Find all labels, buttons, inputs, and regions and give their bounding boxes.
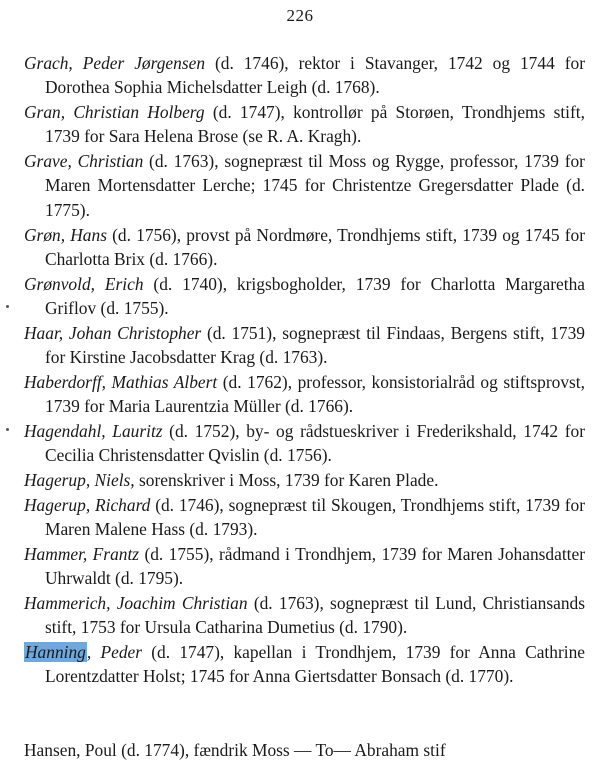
entry-hagerup-richard: [24, 493, 585, 542]
entry-surname: Haar,: [24, 322, 64, 343]
entry-text: (d. 1746), sognepræst til Skougen, Trondhjems stift, 1739 for Maren Malene Hass (d. 1793).: [45, 494, 585, 540]
entry-surname: Gran,: [24, 102, 66, 123]
entry-given-name: Mathias Albert: [111, 371, 218, 392]
entry-gron: [24, 223, 585, 272]
entry-given-name: Frantz: [92, 543, 140, 564]
page-number: 226: [286, 6, 314, 25]
entry-text: (d. 1763), sognepræst til Moss og Rygge, professor, 1739 for Maren Mortensdatter Lerche; 1745 for Christentze Gregersdatter Plade (d. 1775).: [45, 151, 585, 220]
entry-given-name: Richard: [95, 494, 151, 515]
entry-hammer: [24, 542, 585, 591]
entry-text: (d. 1756), provst på Nordmøre, Trondhjems stift, 1739 og 1745 for Charlotta Brix (d. 1766).: [45, 224, 585, 269]
margin-mark: [6, 305, 9, 308]
entry-text: (d. 1763), sognepræst til Lund, Christiansands stift, 1753 for Ursula Catharina Dumetius (d. 1790).: [45, 593, 585, 638]
cut-off-line: Hansen, Poul (d. 1774), fændrik Moss — To— Abraham stif: [24, 740, 446, 760]
entry-text: (d. 1755), rådmand i Trondhjem, 1739 for Maren Johansdatter Uhrwaldt (d. 1795).: [45, 543, 585, 589]
entry-given-name: Lauritz: [112, 420, 163, 441]
entry-given-name: Peder Jørgensen: [82, 53, 206, 73]
entry-surname: Grønvold,: [24, 273, 96, 294]
entry-surname: Hagendahl,: [24, 420, 106, 441]
entry-gran: [24, 100, 585, 149]
entry-surname: Grøn,: [24, 224, 66, 245]
entry-given-name: Joachim Christian: [116, 593, 248, 614]
entry-text: (d. 1752), by- og rådstueskriver i Frederikshald, 1742 for Cecilia Christensdatter Qvislin (d. 1756).: [45, 420, 585, 466]
entry-surname: Grave,: [24, 151, 72, 172]
entry-surname: Haberdorff,: [24, 371, 106, 392]
entry-grach: [24, 51, 585, 100]
entry-text: (d. 1751), sognepræst til Findaas, Bergens stift, 1739 for Kirstine Jacobsdatter Krag (d. 1763).: [45, 322, 585, 368]
entry-given-name: Niels,: [94, 470, 135, 491]
entry-hagendahl: [24, 419, 585, 468]
entry-grave: [24, 149, 585, 222]
entry-haberdorff: [24, 370, 585, 419]
entry-given-name: Christian: [77, 151, 144, 172]
entry-text: (d. 1747), kapellan i Trondhjem, 1739 for Anna Cathrine Lorentzdatter Holst; 1745 for Anna Giertsdatter Bonsach (d. 1770).: [45, 642, 585, 687]
entry-given-name: Hans: [70, 224, 107, 245]
entry-surname: Hammerich,: [24, 593, 111, 614]
entry-given-name: Erich: [104, 273, 144, 294]
entry-hagerup-niels: [24, 468, 585, 492]
entry-given-name: Johan Christopher: [68, 322, 202, 343]
entry-given-name: Christian Holberg: [73, 102, 205, 123]
entry-gronvold: [24, 272, 585, 321]
entry-hammerich: [24, 591, 585, 640]
entry-surname: Hagerup,: [24, 494, 91, 515]
entry-text: sorenskriver i Moss, 1739 for Karen Plade.: [134, 470, 439, 491]
entry-surname-comma: ,: [86, 642, 92, 663]
entry-surname: Grach,: [24, 53, 73, 73]
margin-mark: [6, 428, 9, 431]
entry-text: (d. 1762), professor, konsistorialråd og stiftsprovst, 1739 for Maria Laurentzia Müller (d. 1766).: [45, 371, 585, 417]
entry-surname: Hagerup,: [24, 470, 91, 491]
entry-hanning: [24, 640, 585, 689]
highlighted-surname[interactable]: Hanning: [25, 642, 86, 663]
entry-surname: Hammer,: [24, 543, 88, 564]
entry-text: (d. 1740), krigsbogholder, 1739 for Charlotta Margaretha Griflov (d. 1755).: [45, 273, 585, 318]
entry-haar: [24, 321, 585, 370]
entry-given-name: Peder: [91, 642, 142, 663]
entry-list: [24, 51, 585, 689]
entry-text: (d. 1746), rektor i Stavanger, 1742 og 1744 for Dorothea Sophia Michelsdatter Leigh (d. 1768).: [45, 53, 585, 98]
entry-text: (d. 1747), kontrollør på Storøen, Trondhjems stift, 1739 for Sara Helena Brose (se R. A. Kragh).: [45, 102, 585, 147]
